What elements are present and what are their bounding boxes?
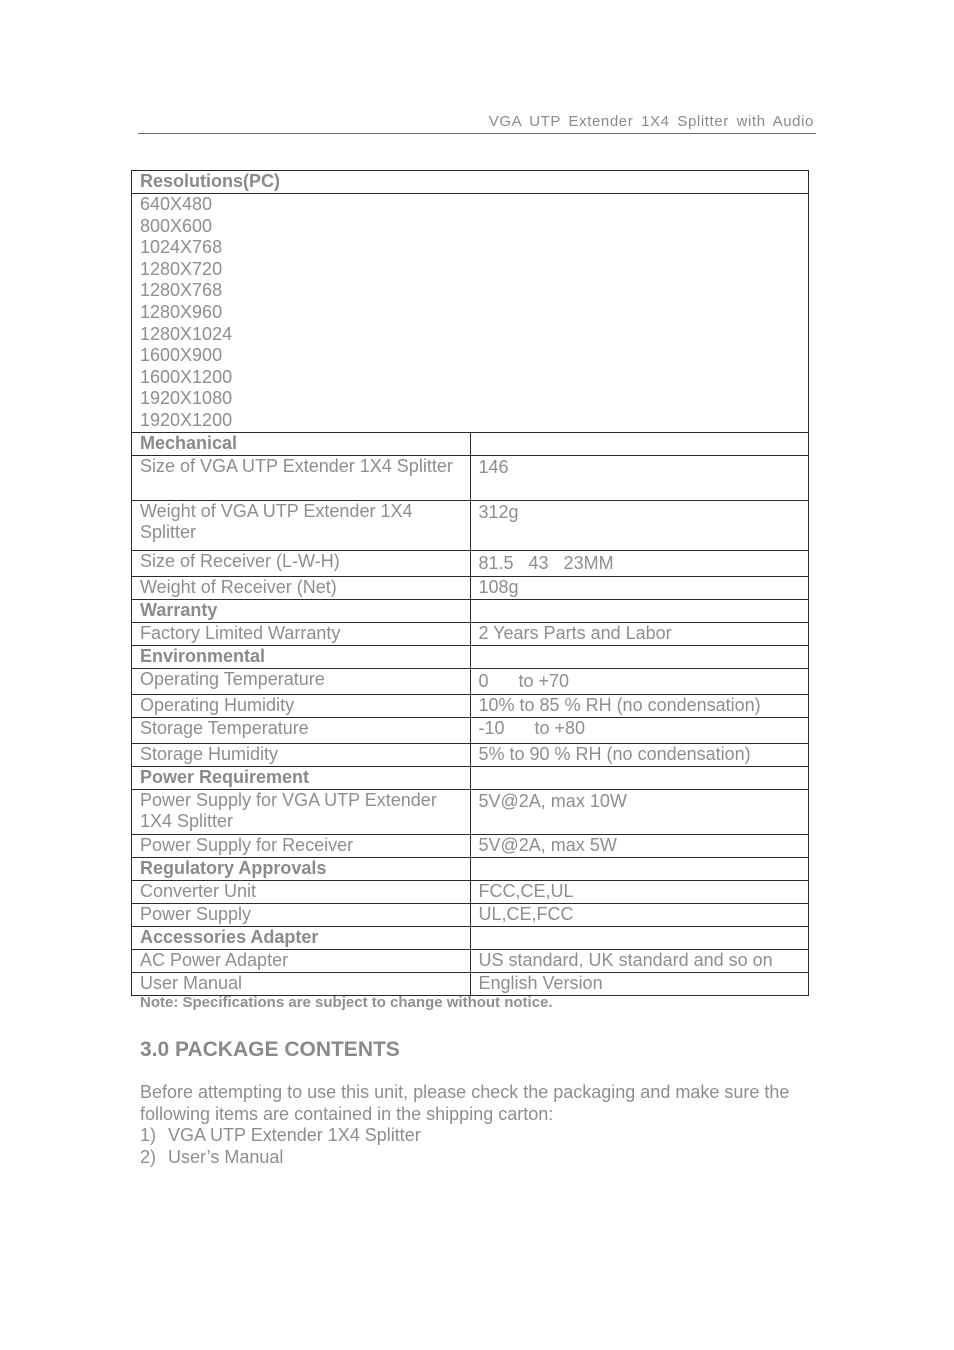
- table-row: [132, 857, 809, 880]
- section-label: Accessories Adapter: [132, 926, 471, 949]
- page-header-title: VGA UTP Extender 1X4 Splitter with Audio: [488, 113, 814, 130]
- spec-value: 0 to +70: [470, 668, 809, 694]
- section-empty-cell: [470, 432, 809, 455]
- resolution-value: 1920X1200: [140, 409, 233, 430]
- list-item: [140, 1147, 421, 1169]
- table-row: [132, 743, 809, 766]
- table-row: [132, 926, 809, 949]
- list-item-text: VGA UTP Extender 1X4 Splitter: [168, 1125, 421, 1145]
- resolutions-list: [132, 194, 809, 433]
- resolution-value: 1280X1024: [140, 323, 233, 344]
- resolution-value: 1600X900: [140, 345, 223, 366]
- table-row: [132, 789, 809, 834]
- table-row: [132, 694, 809, 717]
- table-row: [132, 622, 809, 645]
- spec-label: Operating Temperature: [132, 668, 471, 694]
- spec-value: English Version: [470, 972, 809, 995]
- section-empty-cell: [470, 599, 809, 622]
- table-row: [132, 668, 809, 694]
- table-row: [132, 717, 809, 743]
- spec-value: 2 Years Parts and Labor: [470, 622, 809, 645]
- list-item-number: 1): [140, 1125, 157, 1145]
- spec-value: 312g: [470, 500, 809, 550]
- spec-value: FCC,CE,UL: [470, 880, 809, 903]
- resolution-value: 1600X1200: [140, 366, 233, 387]
- table-row: [132, 550, 809, 576]
- section-heading: 3.0 PACKAGE CONTENTS: [140, 1038, 400, 1061]
- resolutions-heading: Resolutions(PC): [132, 171, 809, 194]
- spec-label: Operating Humidity: [132, 694, 471, 717]
- section-label: Power Requirement: [132, 766, 471, 789]
- resolution-value: 1280X768: [140, 280, 223, 301]
- spec-value: 146: [470, 455, 809, 500]
- resolution-value: 1280X960: [140, 301, 223, 322]
- table-row: [132, 645, 809, 668]
- table-row: [132, 432, 809, 455]
- spec-label: User Manual: [132, 972, 471, 995]
- list-item-number: 2): [140, 1146, 157, 1167]
- table-row: [132, 972, 809, 995]
- resolution-value: 1920X1080: [140, 388, 233, 409]
- table-row: [132, 455, 809, 500]
- section-empty-cell: [470, 645, 809, 668]
- package-contents-list: [140, 1125, 421, 1168]
- table-row: [132, 766, 809, 789]
- spec-value: 108g: [470, 576, 809, 599]
- resolution-value: 1024X768: [140, 237, 223, 258]
- spec-label: Power Supply: [132, 903, 471, 926]
- list-item-text: User’s Manual: [168, 1146, 284, 1167]
- section-empty-cell: [470, 857, 809, 880]
- resolution-value: 800X600: [140, 215, 213, 236]
- table-row: [132, 903, 809, 926]
- spec-label: Converter Unit: [132, 880, 471, 903]
- spec-label: AC Power Adapter: [132, 949, 471, 972]
- list-item: [140, 1125, 421, 1147]
- table-row: [132, 599, 809, 622]
- table-row: [132, 880, 809, 903]
- spec-label: Weight of VGA UTP Extender 1X4 Splitter: [132, 500, 471, 550]
- specifications-table: [131, 170, 809, 996]
- section-label: Mechanical: [132, 432, 471, 455]
- table-row: [132, 171, 809, 194]
- spec-label: Factory Limited Warranty: [132, 622, 471, 645]
- resolution-value: 1280X720: [140, 258, 223, 279]
- header-divider: [138, 133, 816, 134]
- spec-value: 5% to 90 % RH (no condensation): [470, 743, 809, 766]
- spec-label: Power Supply for Receiver: [132, 834, 471, 857]
- section-label: Environmental: [132, 645, 471, 668]
- specifications-note: Note: Specifications are subject to change without notice.: [140, 994, 553, 1011]
- spec-label: Size of Receiver (L-W-H): [132, 550, 471, 576]
- spec-value: 5V@2A, max 5W: [470, 834, 809, 857]
- spec-label: Storage Temperature: [132, 717, 471, 743]
- table-row: [132, 834, 809, 857]
- table-row: [132, 576, 809, 599]
- spec-value: UL,CE,FCC: [470, 903, 809, 926]
- spec-label: Storage Humidity: [132, 743, 471, 766]
- spec-label: Weight of Receiver (Net): [132, 576, 471, 599]
- section-label: Regulatory Approvals: [132, 857, 471, 880]
- table-row: [132, 500, 809, 550]
- section-intro-paragraph: Before attempting to use this unit, please check the packaging and make sure the following items are contained in the shipping carton:: [140, 1082, 790, 1124]
- spec-label: Size of VGA UTP Extender 1X4 Splitter: [132, 455, 471, 500]
- section-empty-cell: [470, 766, 809, 789]
- spec-value: 10% to 85 % RH (no condensation): [470, 694, 809, 717]
- resolution-value: 640X480: [140, 194, 213, 214]
- section-empty-cell: [470, 926, 809, 949]
- spec-value: 5V@2A, max 10W: [470, 789, 809, 834]
- table-row: [132, 194, 809, 433]
- spec-label: Power Supply for VGA UTP Extender 1X4 Splitter: [132, 789, 471, 834]
- spec-value: -10 to +80: [470, 717, 809, 743]
- spec-value: US standard, UK standard and so on: [470, 949, 809, 972]
- table-row: [132, 949, 809, 972]
- spec-value: 81.5 43 23MM: [470, 550, 809, 576]
- section-label: Warranty: [132, 599, 471, 622]
